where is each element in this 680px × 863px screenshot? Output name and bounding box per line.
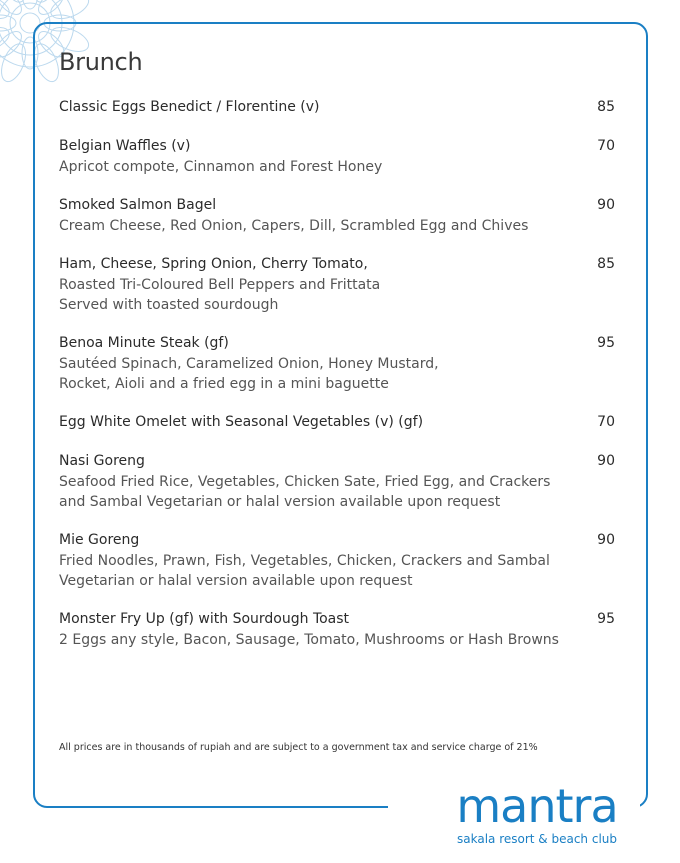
menu-item-name: Ham, Cheese, Spring Onion, Cherry Tomato,: [59, 256, 368, 272]
menu-item: [59, 97, 615, 118]
menu-item: [59, 609, 615, 650]
menu-item-header: [59, 609, 615, 630]
menu-item: [59, 195, 615, 236]
menu-item: [59, 451, 615, 512]
menu-item-description: Fried Noodles, Prawn, Fish, Vegetables, Chicken, Crackers and Sambal: [59, 553, 550, 569]
menu-item-description: Apricot compote, Cinnamon and Forest Honey: [59, 159, 383, 175]
menu-item-price: 95: [597, 611, 615, 627]
menu-item-header: [59, 412, 615, 433]
menu-item-price: 70: [597, 414, 615, 430]
brand-logo: [452, 779, 622, 857]
menu-item-header: [59, 195, 615, 216]
menu-item: [59, 136, 615, 177]
menu-item-name: Nasi Goreng: [59, 453, 145, 469]
menu-item-price: 90: [597, 453, 615, 469]
menu-item-name: Smoked Salmon Bagel: [59, 197, 217, 213]
menu-item-name: Classic Eggs Benedict / Florentine (v): [59, 99, 320, 115]
menu-item-description: Rocket, Aioli and a fried egg in a mini baguette: [59, 376, 389, 392]
menu-item-price: 95: [597, 335, 615, 351]
menu-item-header: [59, 254, 615, 275]
menu-item: [59, 254, 615, 315]
menu-item-name: Belgian Waffles (v): [59, 138, 191, 154]
menu-item-description: Sautéed Spinach, Caramelized Onion, Honey Mustard,: [59, 356, 439, 372]
menu-item: [59, 530, 615, 591]
price-footnote: All prices are in thousands of rupiah and are subject to a government tax and service charge of 21%: [59, 742, 538, 753]
menu-item-name: Monster Fry Up (gf) with Sourdough Toast: [59, 611, 350, 627]
menu-item-price: 90: [597, 197, 615, 213]
menu-item-description: Served with toasted sourdough: [59, 297, 279, 313]
menu-title: Brunch: [59, 48, 143, 76]
menu-item-header: [59, 136, 615, 157]
menu-item-name: Mie Goreng: [59, 532, 140, 548]
logo-wordmark: mantra: [456, 779, 618, 833]
menu-item-description: and Sambal Vegetarian or halal version available upon request: [59, 494, 501, 510]
menu-item-header: [59, 530, 615, 551]
menu-item-header: [59, 333, 615, 354]
menu-item-description: Roasted Tri-Coloured Bell Peppers and Frittata: [59, 277, 381, 293]
menu-item-price: 90: [597, 532, 615, 548]
menu-item-description: Seafood Fried Rice, Vegetables, Chicken Sate, Fried Egg, and Crackers: [59, 474, 551, 490]
menu-item: [59, 333, 615, 394]
menu-item-header: [59, 97, 615, 118]
menu-item-price: 85: [597, 99, 615, 115]
menu-items: [59, 97, 615, 668]
menu-item: [59, 412, 615, 433]
menu-item-description: 2 Eggs any style, Bacon, Sausage, Tomato, Mushrooms or Hash Browns: [59, 632, 559, 648]
menu-item-description: Vegetarian or halal version available upon request: [59, 573, 413, 589]
menu-item-description: Cream Cheese, Red Onion, Capers, Dill, Scrambled Egg and Chives: [59, 218, 529, 234]
menu-item-name: Egg White Omelet with Seasonal Vegetables (v) (gf): [59, 414, 424, 430]
logo-tagline: sakala resort & beach club: [457, 832, 617, 846]
menu-item-price: 70: [597, 138, 615, 154]
menu-item-price: 85: [597, 256, 615, 272]
menu-item-header: [59, 451, 615, 472]
menu-item-name: Benoa Minute Steak (gf): [59, 335, 229, 351]
